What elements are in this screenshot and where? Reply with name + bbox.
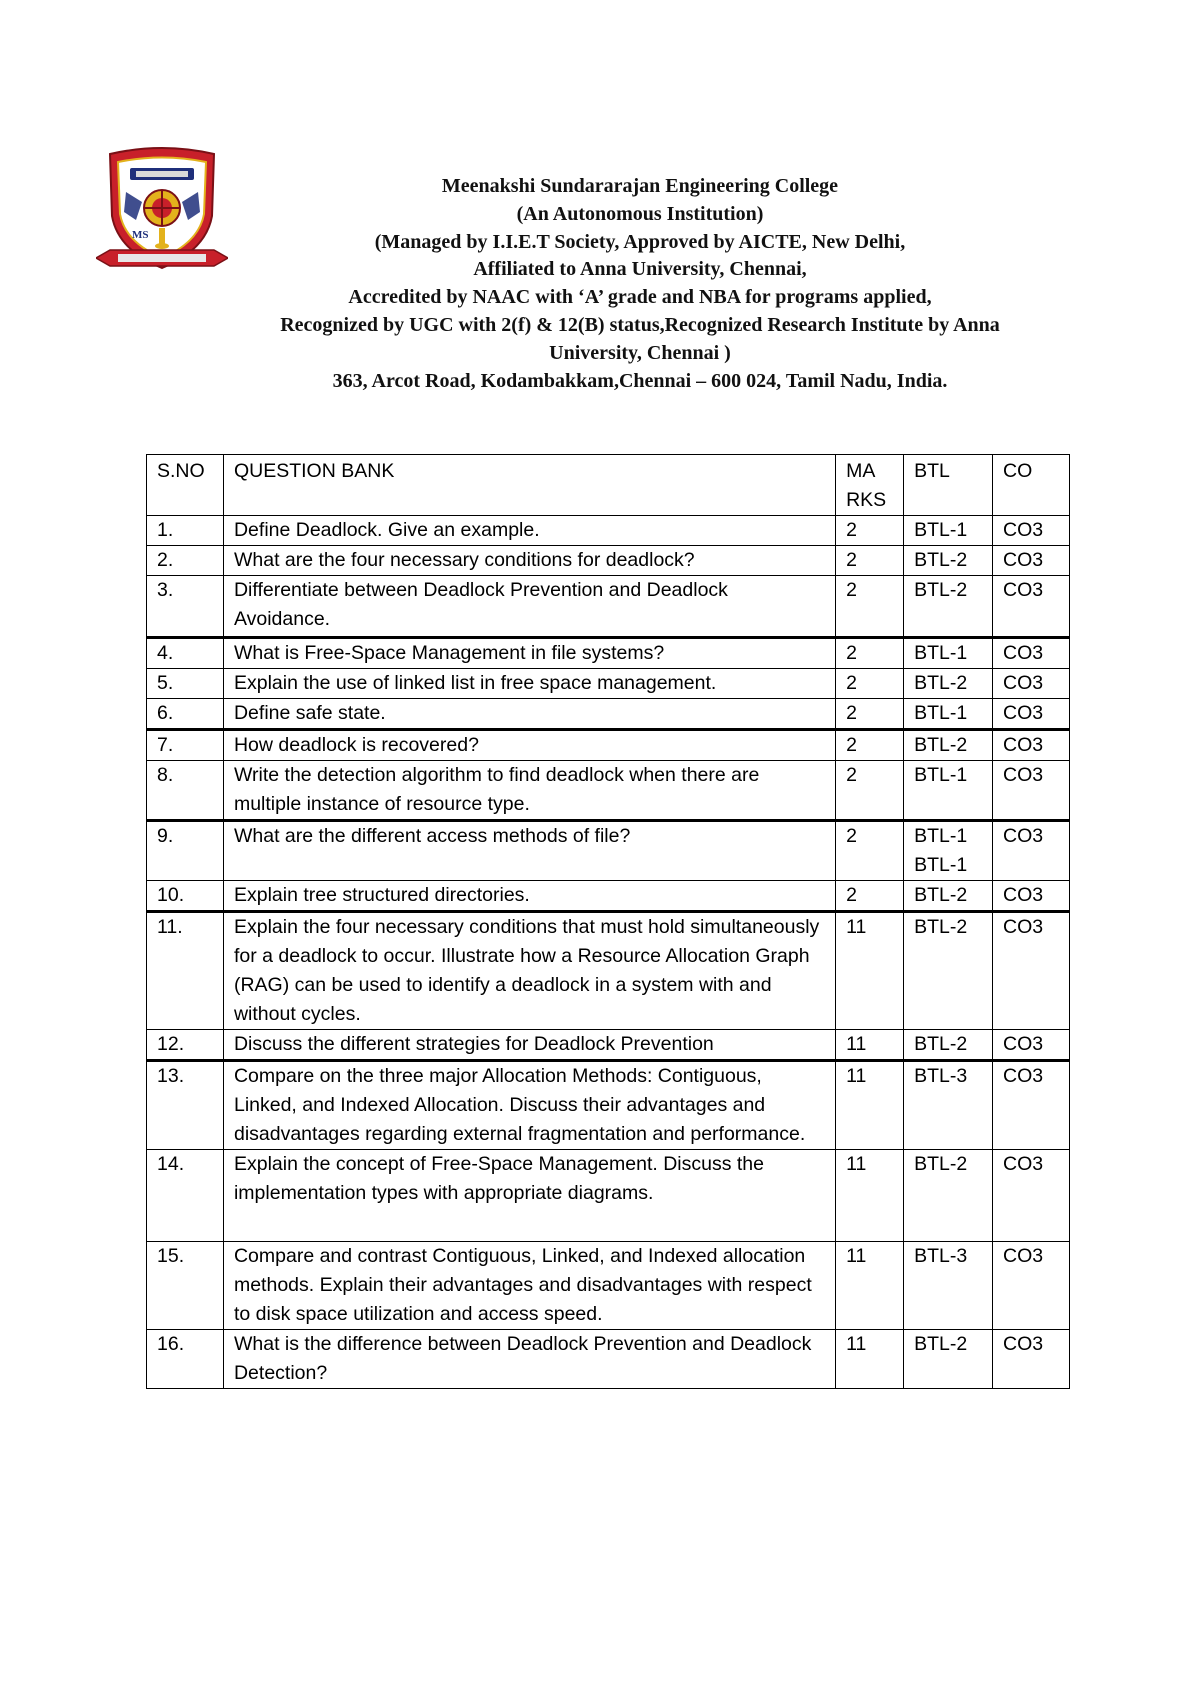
- table-row: [147, 1061, 1070, 1150]
- table-row: [147, 1330, 1070, 1389]
- col-header-btl: BTL: [904, 455, 993, 516]
- cell-sno: 10.: [147, 881, 224, 912]
- col-header-marks-line2: RKS: [846, 489, 887, 511]
- cell-btl: BTL-3: [904, 1242, 993, 1330]
- cell-sno: 11.: [147, 912, 224, 1030]
- cell-co: CO3: [993, 699, 1070, 730]
- cell-co: CO3: [993, 638, 1070, 669]
- cell-co: CO3: [993, 912, 1070, 1030]
- cell-btl: BTL-2: [904, 730, 993, 761]
- cell-btl: BTL-1: [904, 516, 993, 546]
- cell-marks: 2: [836, 669, 904, 699]
- college-header: [190, 173, 1090, 395]
- table-row: [147, 761, 1070, 821]
- table-row: [147, 576, 1070, 638]
- table-row: [147, 821, 1070, 881]
- table-row: [147, 669, 1070, 699]
- col-header-marks: [836, 455, 904, 516]
- cell-btl-line: BTL-1: [914, 854, 968, 876]
- cell-btl-line: BTL-1: [914, 825, 968, 847]
- cell-sno: 4.: [147, 638, 224, 669]
- col-header-marks-line1: MA: [846, 460, 876, 482]
- cell-sno: 14.: [147, 1150, 224, 1242]
- table-row: [147, 516, 1070, 546]
- cell-question: How deadlock is recovered?: [223, 730, 835, 761]
- cell-btl: BTL-1: [904, 638, 993, 669]
- table-row: [147, 730, 1070, 761]
- cell-question: What is Free-Space Management in file systems?: [223, 638, 835, 669]
- cell-question: Explain the four necessary conditions that must hold simultaneously for a deadlock to occur. Illustrate how a Resource Allocation Graph (RAG) can be used to identify a deadlock in a system with and without cycles.: [223, 912, 835, 1030]
- cell-question: What are the four necessary conditions for deadlock?: [223, 546, 835, 576]
- cell-marks: 11: [836, 1030, 904, 1061]
- cell-sno: 13.: [147, 1061, 224, 1150]
- cell-co: CO3: [993, 516, 1070, 546]
- col-header-question: QUESTION BANK: [223, 455, 835, 516]
- table-row: [147, 546, 1070, 576]
- cell-marks: 11: [836, 1242, 904, 1330]
- cell-co: CO3: [993, 1061, 1070, 1150]
- cell-marks: 2: [836, 546, 904, 576]
- cell-co: CO3: [993, 546, 1070, 576]
- cell-sno: 7.: [147, 730, 224, 761]
- cell-btl: BTL-2: [904, 669, 993, 699]
- cell-co: CO3: [993, 1150, 1070, 1242]
- cell-question: Define safe state.: [223, 699, 835, 730]
- cell-co: CO3: [993, 730, 1070, 761]
- cell-co: CO3: [993, 1030, 1070, 1061]
- cell-co: CO3: [993, 1242, 1070, 1330]
- cell-marks: 11: [836, 912, 904, 1030]
- table-body: [147, 516, 1070, 1389]
- header-address: 363, Arcot Road, Kodambakkam,Chennai – 600 024, Tamil Nadu, India.: [332, 369, 948, 392]
- cell-question: Compare and contrast Contiguous, Linked, and Indexed allocation methods. Explain their advantages and disadvantages with respect to disk space utilization and access speed.: [223, 1242, 835, 1330]
- table-row: [147, 912, 1070, 1030]
- header-managed-by: (Managed by I.I.E.T Society, Approved by AICTE, New Delhi,: [374, 230, 906, 253]
- col-header-sno: S.NO: [147, 455, 224, 516]
- cell-co: CO3: [993, 881, 1070, 912]
- cell-sno: 2.: [147, 546, 224, 576]
- cell-sno: 6.: [147, 699, 224, 730]
- cell-question: Write the detection algorithm to find deadlock when there are multiple instance of resource type.: [223, 761, 835, 821]
- cell-marks: 2: [836, 516, 904, 546]
- cell-question: What is the difference between Deadlock Prevention and Deadlock Detection?: [223, 1330, 835, 1389]
- cell-marks: 2: [836, 638, 904, 669]
- cell-marks: 2: [836, 761, 904, 821]
- table-row: [147, 1242, 1070, 1330]
- cell-sno: 3.: [147, 576, 224, 638]
- cell-btl: BTL-2: [904, 912, 993, 1030]
- cell-co: CO3: [993, 1330, 1070, 1389]
- table-row: [147, 638, 1070, 669]
- cell-marks: 11: [836, 1061, 904, 1150]
- cell-question: Explain tree structured directories.: [223, 881, 835, 912]
- cell-marks: 2: [836, 576, 904, 638]
- cell-question: Explain the use of linked list in free space management.: [223, 669, 835, 699]
- cell-sno: 1.: [147, 516, 224, 546]
- cell-btl: BTL-3: [904, 1061, 993, 1150]
- cell-sno: 12.: [147, 1030, 224, 1061]
- header-recognition-cont: University, Chennai ): [549, 341, 731, 364]
- table-row: [147, 1150, 1070, 1242]
- cell-sno: 8.: [147, 761, 224, 821]
- col-header-co: CO: [993, 455, 1070, 516]
- table-header-row: [147, 455, 1070, 516]
- svg-text:MS: MS: [132, 229, 149, 241]
- cell-btl: BTL-2: [904, 576, 993, 638]
- cell-sno: 5.: [147, 669, 224, 699]
- header-autonomous: (An Autonomous Institution): [516, 202, 764, 225]
- cell-co: CO3: [993, 761, 1070, 821]
- cell-question: What are the different access methods of file?: [223, 821, 835, 881]
- cell-marks: 2: [836, 881, 904, 912]
- cell-marks: 2: [836, 730, 904, 761]
- cell-btl: BTL-2: [904, 1330, 993, 1389]
- header-college-name: Meenakshi Sundararajan Engineering College: [441, 175, 839, 197]
- header-affiliation: Affiliated to Anna University, Chennai,: [473, 258, 807, 281]
- cell-co: CO3: [993, 669, 1070, 699]
- cell-btl: BTL-2: [904, 546, 993, 576]
- cell-sno: 15.: [147, 1242, 224, 1330]
- cell-btl: BTL-2: [904, 1030, 993, 1061]
- cell-btl: BTL-1: [904, 699, 993, 730]
- cell-btl: BTL-1: [904, 761, 993, 821]
- header-accreditation: Accredited by NAAC with ‘A’ grade and NBA for programs applied,: [348, 286, 932, 309]
- cell-question: Compare on the three major Allocation Methods: Contiguous, Linked, and Indexed Allocation. Discuss their advantages and disadvantages regarding external fragmentation and performance.: [223, 1061, 835, 1150]
- cell-co: CO3: [993, 576, 1070, 638]
- cell-marks: 11: [836, 1330, 904, 1389]
- cell-question: Define Deadlock. Give an example.: [223, 516, 835, 546]
- table-row: [147, 699, 1070, 730]
- table-row: [147, 1030, 1070, 1061]
- cell-sno: 16.: [147, 1330, 224, 1389]
- cell-co: CO3: [993, 821, 1070, 881]
- cell-btl: [904, 821, 993, 881]
- cell-btl: BTL-2: [904, 881, 993, 912]
- cell-marks: 2: [836, 699, 904, 730]
- question-bank-table: [146, 454, 1070, 1389]
- cell-sno: 9.: [147, 821, 224, 881]
- header-recognition: Recognized by UGC with 2(f) & 12(B) status,Recognized Research Institute by Anna: [280, 313, 1000, 336]
- cell-question: Discuss the different strategies for Deadlock Prevention: [223, 1030, 835, 1061]
- cell-marks: 2: [836, 821, 904, 881]
- table-row: [147, 881, 1070, 912]
- cell-question: Explain the concept of Free-Space Management. Discuss the implementation types with appropriate diagrams.: [223, 1150, 835, 1242]
- cell-question: Differentiate between Deadlock Prevention and Deadlock Avoidance.: [223, 576, 835, 638]
- cell-marks: 11: [836, 1150, 904, 1242]
- cell-btl: BTL-2: [904, 1150, 993, 1242]
